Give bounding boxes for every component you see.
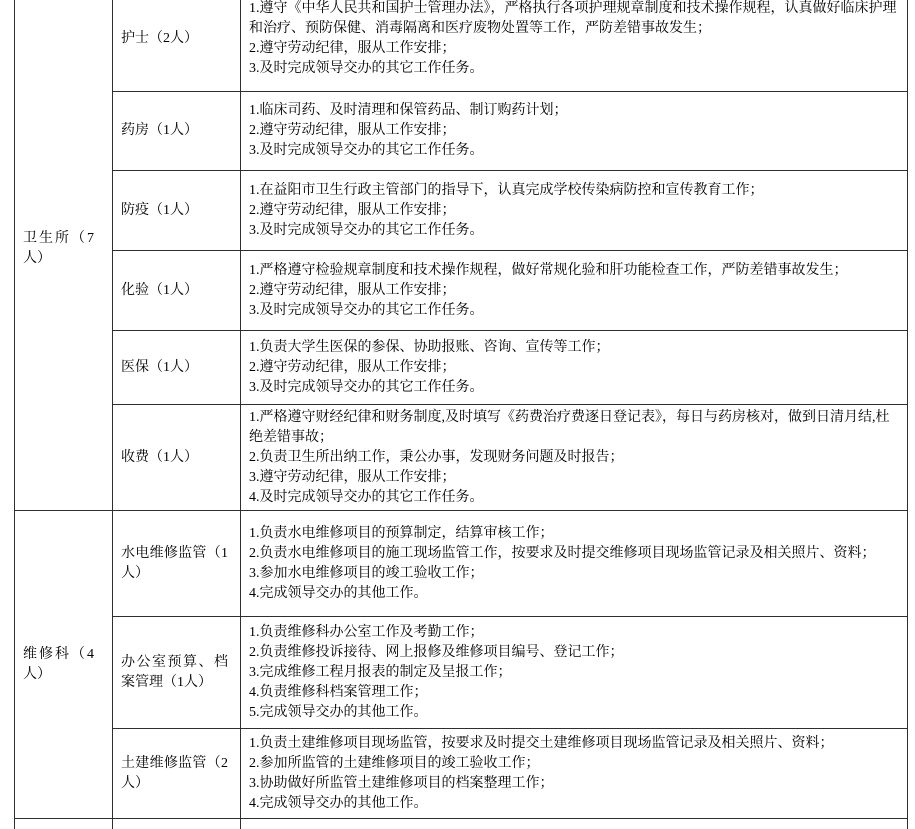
position-cell: 办公室预算、档案管理（1人） [113, 617, 241, 729]
duty-line: 3.完成维修工程月报表的制定及呈报工作； [249, 664, 512, 680]
duties-table [14, 0, 908, 829]
duty-line: 1.严格遵守财经纪律和财务制度,及时填写《药费治疗费逐日登记表》，每日与药房核对，做到日清月结,杜绝差错事故； [249, 409, 890, 445]
table-row [15, 171, 908, 251]
department-cell: 卫生所（7人） [15, 0, 113, 511]
duty-line: 2.遵守劳动纪律，服从工作安排； [249, 41, 456, 56]
table-row [15, 729, 908, 819]
duties-cell [241, 511, 908, 617]
department-cell: 维修科（4人） [15, 511, 113, 819]
table-row-partial [15, 819, 908, 829]
empty-cell [241, 819, 908, 829]
position-cell: 收费（1人） [113, 405, 241, 511]
duty-line: 1.严格遵守检验规章制度和技术操作规程，做好常规化验和肝功能检查工作，严防差错事故发生； [249, 262, 848, 278]
duties-cell [241, 617, 908, 729]
duties-cell [241, 92, 908, 171]
duty-line: 4.负责维修科档案管理工作； [249, 684, 428, 700]
duty-line: 3.协助做好所监管土建维修项目的档案整理工作； [249, 775, 554, 791]
table-row [15, 331, 908, 405]
duty-line: 2.遵守劳动纪律，服从工作安排； [249, 123, 456, 138]
duties-cell [241, 405, 908, 511]
duties-cell [241, 251, 908, 331]
duty-line: 3.及时完成领导交办的其它工作任务。 [249, 302, 484, 318]
duty-line: 2.遵守劳动纪律，服从工作安排； [249, 282, 456, 298]
duty-line: 3.及时完成领导交办的其它工作任务。 [249, 61, 484, 76]
table-row [15, 511, 908, 617]
position-cell: 防疫（1人） [113, 171, 241, 251]
duty-line: 3.及时完成领导交办的其它工作任务。 [249, 143, 484, 158]
duty-line: 4.完成领导交办的其他工作。 [249, 795, 428, 811]
empty-cell [113, 819, 241, 829]
duty-line: 2.参加所监管的土建维修项目的竣工验收工作； [249, 755, 540, 771]
position-cell: 水电维修监管（1人） [113, 511, 241, 617]
position-cell: 化验（1人） [113, 251, 241, 331]
duties-cell [241, 331, 908, 405]
position-cell: 药房（1人） [113, 92, 241, 171]
duty-line: 2.负责水电维修项目的施工现场监管工作，按要求及时提交维修项目现场监管记录及相关照片、资料； [249, 545, 876, 561]
table-row [15, 617, 908, 729]
position-cell: 医保（1人） [113, 331, 241, 405]
table-row [15, 92, 908, 171]
duty-line: 3.遵守劳动纪律，服从工作安排； [249, 469, 456, 485]
table-row [15, 251, 908, 331]
duties-cell [241, 729, 908, 819]
duty-line: 2.遵守劳动纪律，服从工作安排； [249, 202, 456, 218]
duty-line: 2.遵守劳动纪律，服从工作安排； [249, 359, 456, 375]
table-row [15, 405, 908, 511]
duty-line: 4.及时完成领导交办的其它工作任务。 [249, 489, 484, 505]
duty-line: 3.及时完成领导交办的其它工作任务。 [249, 222, 484, 238]
duties-cell [241, 171, 908, 251]
duty-line: 3.参加水电维修项目的竣工验收工作； [249, 565, 484, 581]
duty-line: 2.负责维修投诉接待、网上报修及维修项目编号、登记工作； [249, 644, 624, 660]
duty-line: 1.遵守《中华人民共和国护士管理办法》，严格执行各项护理规章制度和技术操作规程，认真做好临床护理和治疗、预防保健、消毒隔离和医疗废物处置等工作，严防差错事故发生； [249, 1, 897, 36]
position-cell: 护士（2人） [113, 0, 241, 92]
duty-line: 1.负责水电维修项目的预算制定，结算审核工作； [249, 525, 554, 541]
position-cell: 土建维修监管（2人） [113, 729, 241, 819]
duty-line: 5.完成领导交办的其他工作。 [249, 704, 428, 720]
duties-cell [241, 0, 908, 92]
duty-line: 1.负责维修科办公室工作及考勤工作； [249, 624, 484, 640]
duty-line: 1.负责大学生医保的参保、协助报账、咨询、宣传等工作； [249, 339, 610, 355]
duty-line: 2.负责卫生所出纳工作，秉公办事，发现财务问题及时报告； [249, 449, 624, 465]
table-row [15, 0, 908, 92]
duty-line: 3.及时完成领导交办的其它工作任务。 [249, 379, 484, 395]
duty-line: 1.临床司药、及时清理和保管药品、制订购药计划； [249, 103, 568, 118]
duty-line: 1.负责土建维修项目现场监管，按要求及时提交土建维修项目现场监管记录及相关照片、资料； [249, 735, 834, 751]
duty-line: 1.在益阳市卫生行政主管部门的指导下，认真完成学校传染病防控和宣传教育工作； [249, 182, 764, 198]
empty-cell [15, 819, 113, 829]
duty-line: 4.完成领导交办的其他工作。 [249, 585, 428, 601]
